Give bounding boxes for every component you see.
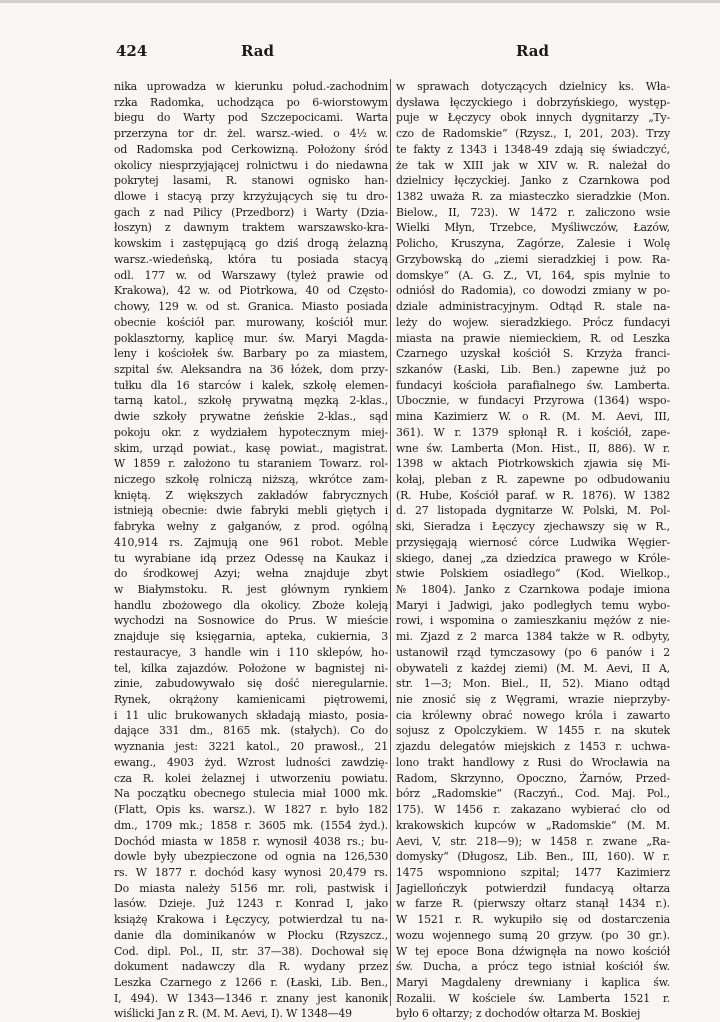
text-line: dziale administracyjnym. Odtąd R. stale na- bbox=[396, 300, 670, 314]
text-line: Grzybowską do „ziemi sieradzkiej i pow. Ra- bbox=[396, 252, 670, 266]
text-line: Rozalii. W kościele św. Lamberta 1521 r. bbox=[396, 991, 670, 1005]
text-line: od Radomska pod Cerkowizną. Położony śród bbox=[114, 142, 388, 156]
text-line: warsz.-wiedeńską, która tu posiada stacyą bbox=[114, 252, 388, 266]
text-line: lasów. Dzieje. Już 1243 r. Konrad I, jako bbox=[114, 897, 388, 911]
text-line: dokument nadawczy dla R. wydany przez bbox=[114, 960, 388, 974]
text-line: fabryka wełny z gałganów, z prod. ogólną bbox=[114, 520, 388, 534]
text-line: wozu wojennego sumą 20 grzyw. (po 30 gr.). bbox=[396, 928, 670, 942]
text-line: (Flatt, Opis ks. warsz.). W 1827 r. było 182 bbox=[114, 803, 388, 817]
text-line: wiślicki Jan z R. (M. M. Aevi, I). W 1348—49 bbox=[114, 1007, 352, 1021]
text-line: wychodzi na Sosnowice do Prus. W mieście bbox=[114, 614, 388, 628]
text-line: Dochód miasta w 1858 r. wynosił 4038 rs.; bu- bbox=[114, 834, 388, 848]
text-line: I, 494). W 1343—1346 r. znany jest kanonik bbox=[114, 991, 388, 1005]
text-line: bórz „Radomskie“ (Raczyń., Cod. Maj. Pol., bbox=[396, 787, 670, 801]
text-line: rowi, i wspomina o zamieszkaniu mężów z nie- bbox=[396, 614, 670, 628]
text-line: te fakty z 1343 i 1348-49 zdają się świadczyć, bbox=[396, 142, 670, 156]
text-line: przysięgają wiernosć córce Ludwika Węgier- bbox=[396, 535, 670, 549]
text-column-left bbox=[114, 79, 388, 1022]
text-line: dzielnicy łęczyckiej. Janko z Czarnkowa pod bbox=[396, 174, 670, 188]
text-line: kniętą. Z większych zakładów fabrycznych bbox=[114, 488, 388, 502]
text-line: gach z nad Pilicy (Przedborz) i Warty (Dzia- bbox=[114, 205, 388, 219]
text-line: Ubocznie, w fundacyi Przyrowa (1364) wspo- bbox=[396, 394, 670, 408]
text-line: w sprawach dotyczących dzielnicy ks. Wła- bbox=[396, 80, 670, 93]
text-line: cza R. kolei żelaznej i utworzeniu powiatu. bbox=[114, 771, 388, 785]
page-header bbox=[0, 42, 720, 66]
text-line: biegu do Warty pod Szczepocicami. Warta bbox=[114, 111, 388, 125]
text-line: W 1859 r. założono tu staraniem Towarz. rol- bbox=[114, 457, 388, 471]
text-line: książę Krakowa i Łęczycy, potwierdzał tu na- bbox=[114, 913, 388, 927]
running-title-right: Rad bbox=[516, 42, 550, 60]
running-title-left: Rad bbox=[241, 42, 275, 60]
text-line: Leszka Czarnego z 1266 r. (Łaski, Lib. Ben., bbox=[114, 975, 388, 989]
text-line: Do miasta należy 5156 mr. roli, pastwisk i bbox=[114, 881, 388, 895]
text-line: kołaj, pleban z R. zapewne po odbudowaniu bbox=[396, 472, 670, 486]
text-line: zinie, zabudowywało się dość nieregularnie. bbox=[114, 677, 388, 691]
text-line: rzka Radomka, uchodząca po 6-wiorstowym bbox=[114, 95, 388, 109]
text-line: domysky“ (Długosz, Lib. Ben., III, 160). W r. bbox=[396, 850, 670, 864]
page-number: 424 bbox=[116, 42, 148, 60]
text-line: odl. 177 w. od Warszawy (tyleż prawie od bbox=[114, 268, 388, 282]
text-line: rs. W 1877 r. dochód kasy wynosi 20,479 rs. bbox=[114, 865, 388, 879]
text-line: dające 331 dm., 8165 mk. (stałych). Co do bbox=[114, 724, 388, 738]
text-line: sojusz z Opolczykiem. W 1455 r. na skutek bbox=[396, 724, 670, 738]
text-line: było 6 ołtarzy; z dochodów ołtarza M. Boskiej bbox=[396, 1007, 641, 1021]
text-line: mina Kazimierz W. o R. (M. M. Aevi, III, bbox=[396, 410, 670, 424]
text-line: wne św. Lamberta (Mon. Hist., II, 886). W r. bbox=[396, 441, 670, 455]
text-line: obywateli z każdej ziemi) (M. M. Aevi, II A, bbox=[396, 661, 670, 675]
text-line: chowy, 129 w. od st. Granica. Miasto posiada bbox=[114, 300, 388, 314]
text-line: w Białymstoku. R. jest głównym rynkiem bbox=[114, 583, 388, 596]
text-line: niczego szkołę rolniczą niższą, wkrótce zam- bbox=[114, 472, 388, 486]
text-line: str. 1—3; Mon. Biel., II, 52). Miano odtąd bbox=[396, 677, 670, 691]
text-line: skim, urząd powiat., kasę powiat., magistrat. bbox=[114, 441, 388, 455]
text-line: poklasztorny, kaplicę mur. św. Maryi Magda- bbox=[114, 331, 388, 345]
text-line: nika uprowadza w kierunku połud.-zachodnim bbox=[114, 80, 388, 93]
text-line: fundacyi kościoła parafialnego św. Lamberta. bbox=[396, 378, 670, 392]
text-line: (R. Hube, Kościół paraf. w R. 1876). W 1382 bbox=[396, 488, 670, 502]
text-line: restauracye, 3 handle win i 110 sklepów, ho- bbox=[114, 645, 388, 659]
text-line: pokoju okr. z wydziałem hypotecznym miej- bbox=[114, 425, 388, 439]
text-line: łoszyn) z dawnym traktem warszawsko-kra- bbox=[114, 221, 388, 235]
text-line: czo de Radomskie“ (Rzysz., I, 201, 203). Trzy bbox=[396, 127, 670, 141]
text-line: dm., 1709 mk.; 1858 r. 3605 mk. (1554 żyd.). bbox=[114, 818, 388, 832]
text-line: św. Ducha, a prócz tego istniał kościół św. bbox=[396, 960, 670, 974]
text-line: szkanów (Łaski, Lib. Ben.) zapewne już po bbox=[396, 362, 670, 376]
text-column-right bbox=[396, 79, 670, 1022]
text-line: № 1804). Janko z Czarnkowa podaje imiona bbox=[396, 583, 670, 596]
text-line: ustanowił rząd tymczasowy (po 6 panów i 2 bbox=[396, 645, 670, 659]
text-line: Radom, Skrzynno, Opoczno, Żarnów, Przed- bbox=[396, 771, 670, 785]
text-line: nie znosić się z Węgrami, wrazie nieprzyby- bbox=[396, 693, 670, 707]
text-line: mi. Zjazd z 2 marca 1384 także w R. odbyty, bbox=[396, 630, 670, 644]
text-line: cia królewny obrać nowego króla i zawarto bbox=[396, 708, 670, 722]
text-line: tułku dla 16 starców i kalek, szkołę elemen- bbox=[114, 378, 388, 392]
text-line: pokrytej lasami, R. stanowi ognisko han- bbox=[114, 174, 388, 188]
text-line: Rynek, okrążony kamienicami piętrowemi, bbox=[114, 693, 388, 707]
text-line: Krakowa), 42 w. od Piotrkowa, 40 od Często- bbox=[114, 284, 388, 298]
text-line: dowle były ubezpieczone od ognia na 126,530 bbox=[114, 850, 388, 864]
text-line: kowskim i zastępującą go dziś drogą żelazną bbox=[114, 237, 388, 251]
text-line: przerzyna tor dr. żel. warsz.-wied. o 4½ w. bbox=[114, 127, 388, 141]
text-line: okolicy niesprzyjającej rolnictwu i do niedawna bbox=[114, 158, 388, 172]
text-line: tarną katol., szkołę prywatną męzką 2-klas., bbox=[114, 394, 388, 408]
text-line: lono trakt handlowy z Rusi do Wrocławia na bbox=[396, 755, 670, 769]
text-line: w farze R. (pierwszy ołtarz stanął 1434 r.). bbox=[396, 897, 670, 911]
text-line: Na początku obecnego stulecia miał 1000 mk. bbox=[114, 787, 388, 801]
text-line: dlowe i stacyą przy krzyżujących się tu dro- bbox=[114, 190, 388, 204]
text-line: dwie szkoły prywatne żeńskie 2-klas., sąd bbox=[114, 410, 388, 424]
text-line: zjazdu delegatów miejskich z 1453 r. uchwa- bbox=[396, 740, 670, 754]
text-line: i 11 ulic brukowanych składają miasto, posia- bbox=[114, 708, 388, 722]
column-divider bbox=[390, 79, 391, 1006]
text-line: miasta na prawie niemieckiem, R. od Leszka bbox=[396, 331, 670, 345]
text-line: Bielow., II, 723). W 1472 r. zaliczono wsie bbox=[396, 205, 670, 219]
text-line: znajduje się księgarnia, apteka, cukiernia, 3 bbox=[114, 630, 388, 644]
text-line: 361). W r. 1379 spłonął R. i kościół, zape- bbox=[396, 425, 670, 439]
text-line: dysława łęczyckiego i dobrzyńskiego, występ- bbox=[396, 95, 670, 109]
scan-top-edge bbox=[0, 0, 720, 3]
text-line: Maryi Magdaleny drewniany i kaplica św. bbox=[396, 975, 670, 989]
text-line: wyznania jest: 3221 katol., 20 prawosł., 21 bbox=[114, 740, 388, 754]
text-line: W 1521 r. R. wykupiło się od dostarczenia bbox=[396, 913, 670, 927]
text-line: Jagiellończyk potwierdził fundacyą ołtarza bbox=[396, 881, 670, 895]
text-line: istnieją obecnie: dwie fabryki mebli giętych i bbox=[114, 504, 388, 518]
text-line: 1398 w aktach Piotrkowskich zjawia się Mi- bbox=[396, 457, 670, 471]
text-line: tel, kilka zajazdów. Położone w bagnistej ni- bbox=[114, 661, 388, 675]
text-line: krakowskich kupców w „Radomskie“ (M. M. bbox=[396, 818, 670, 832]
text-line: 1475 wspomniono szpital; 1477 Kazimierz bbox=[396, 865, 670, 879]
text-line: odniósł do Radomia), co dowodzi zmiany w po- bbox=[396, 284, 670, 298]
text-line: leny i kościołek św. Barbary po za miastem, bbox=[114, 347, 388, 361]
text-line: Czarnego uzyskał kościół S. Krzyża franci- bbox=[396, 347, 670, 361]
text-line: handlu zbożowego dla okolicy. Zboże koleją bbox=[114, 598, 388, 612]
text-line: Cod. dipl. Pol., II, str. 37—38). Dochował się bbox=[114, 944, 388, 958]
text-line: szpital św. Aleksandra na 36 łóżek, dom przy- bbox=[114, 362, 388, 376]
text-line: 1382 uważa R. za miasteczko sieradzkie (Mon. bbox=[396, 190, 670, 204]
text-line: Policho, Kruszyna, Zagórze, Zalesie i Wolę bbox=[396, 237, 670, 251]
text-line: Maryi i Jadwigi, jako podległych temu wybo- bbox=[396, 598, 670, 612]
text-line: tu wyrabiane idą przez Odessę na Kaukaz i bbox=[114, 551, 388, 565]
text-line: skiego, danej „za dziedzica prawego w Króle- bbox=[396, 551, 670, 565]
text-line: ewang., 4903 żyd. Wzrost ludności zawdzię- bbox=[114, 755, 388, 769]
text-line: leży do wojew. sieradzkiego. Prócz fundacyi bbox=[396, 315, 670, 329]
text-line: d. 27 listopada dygnitarze W. Polski, M. Pol- bbox=[396, 504, 670, 518]
text-line: do środkowej Azyi; wełna znajduje zbyt bbox=[114, 567, 388, 581]
text-line: danie dla dominikanów w Płocku (Rzyszcz., bbox=[114, 928, 388, 942]
text-line: puje w Łęczycy obok innych dygnitarzy „Ty- bbox=[396, 111, 670, 125]
text-line: obecnie kościół par. murowany, kościół mur. bbox=[114, 315, 388, 329]
text-line: że tak w XIII jak w XIV w. R. należał do bbox=[396, 158, 670, 172]
text-line: W tej epoce Bona dźwignęła na nowo kościół bbox=[396, 944, 670, 958]
text-line: Aevi, V, str. 218—9); w 1458 r. zwane „Ra- bbox=[396, 834, 670, 848]
text-line: 175). W 1456 r. zakazano wybierać cło od bbox=[396, 803, 670, 817]
text-line: stwie Polskiem osiadłego“ (Kod. Wielkop., bbox=[396, 567, 670, 581]
text-line: Wielki Młyn, Trzebce, Myśliwczów, Łazów, bbox=[396, 221, 670, 235]
text-line: domskye“ (A. G. Z., VI, 164, spis mylnie to bbox=[396, 268, 670, 282]
text-line: ski, Sieradza i Łęczycy zjechawszy się w R., bbox=[396, 520, 670, 534]
text-line: 410,914 rs. Zajmują one 961 robot. Meble bbox=[114, 535, 388, 549]
